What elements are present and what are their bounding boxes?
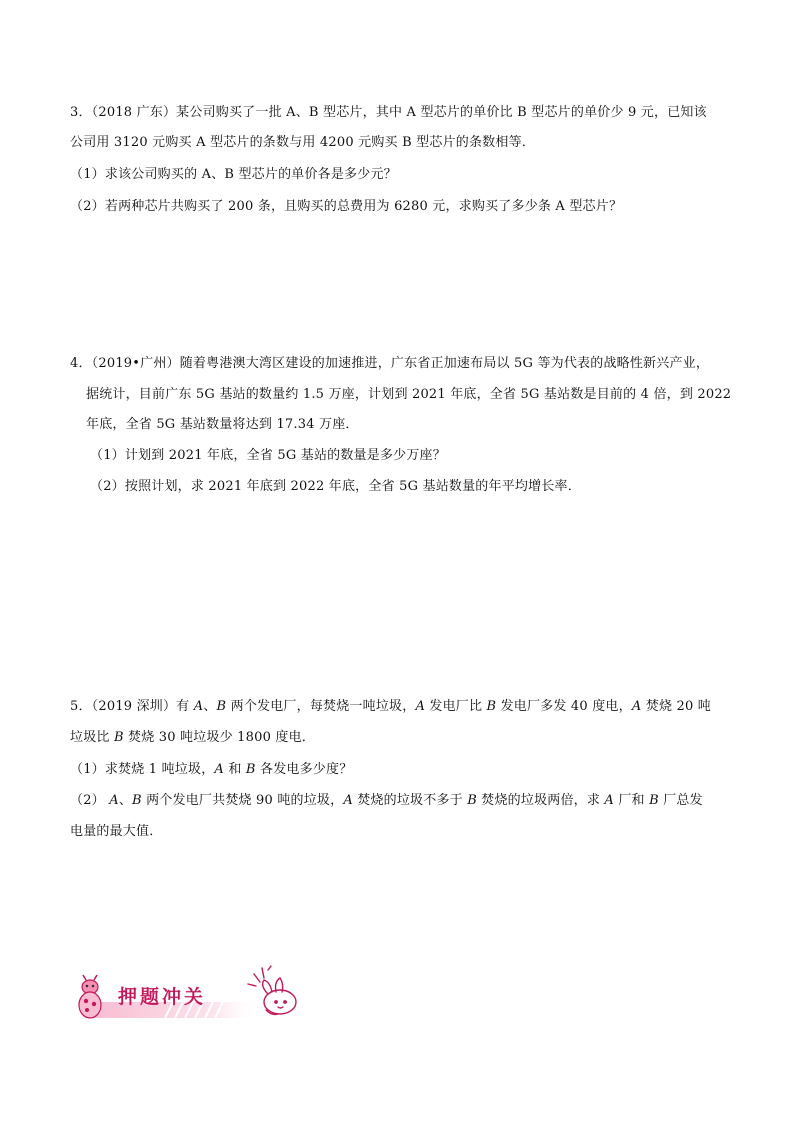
q3-line-1: 3．（2018 广东）某公司购买了一批 A、B 型芯片，其中 A 型芯片的单价比 B 型芯片的单价少 9 元，已知该	[70, 105, 707, 120]
bunny-mascot-icon	[242, 964, 306, 1020]
q4-line-2: 据统计，目前广东 5G 基站的数量约 1.5 万座，计划到 2021 年底，全省 5G 基站数是目前的 4 倍，到 2022	[86, 387, 732, 402]
q3-subquestion-1: （1）求该公司购买的 A、B 型芯片的单价各是多少元？	[70, 167, 397, 182]
q4-line-1: 4．（2019•广州）随着粤港澳大湾区建设的加速推进，广东省正加速布局以 5G 等为代表的战略性新兴产业，	[70, 356, 710, 371]
q5-line-1: 5．（2019 深圳）有 A、B 两个发电厂，每焚烧一吨垃圾，A 发电厂比 B 发电厂多发 40 度电，A 焚烧 20 吨	[70, 699, 711, 714]
banner-title: 押题冲关	[118, 986, 207, 1008]
q4-line-3: 年底，全省 5G 基站数量将达到 17.34 万座．	[86, 417, 359, 432]
bug-mascot-icon	[74, 974, 108, 1022]
q4-subquestion-2: （2）按照计划，求 2021 年底到 2022 年底，全省 5G 基站数量的年平均增长率．	[90, 479, 581, 494]
section-banner	[70, 968, 320, 1024]
q5-subquestion-1: （1）求焚烧 1 吨垃圾，A 和 B 各发电多少度？	[70, 762, 353, 777]
q3-line-2: 公司用 3120 元购买 A 型芯片的条数与用 4200 元购买 B 型芯片的条数相等．	[70, 135, 535, 150]
q5-subquestion-2: （2） A、B 两个发电厂共焚烧 90 吨的垃圾，A 焚烧的垃圾不多于 B 焚烧的垃圾两倍，求 A 厂和 B 厂总发	[70, 793, 703, 808]
q5-line-2: 垃圾比 B 焚烧 30 吨垃圾少 1800 度电．	[70, 730, 315, 745]
q5-subquestion-2-line-2: 电量的最大值．	[70, 824, 163, 839]
q4-subquestion-1: （1）计划到 2021 年底，全省 5G 基站的数量是多少万座？	[90, 448, 446, 463]
q3-subquestion-2: （2）若两种芯片共购买了 200 条，且购买的总费用为 6280 元，求购买了多少条 A 型芯片？	[70, 199, 623, 214]
